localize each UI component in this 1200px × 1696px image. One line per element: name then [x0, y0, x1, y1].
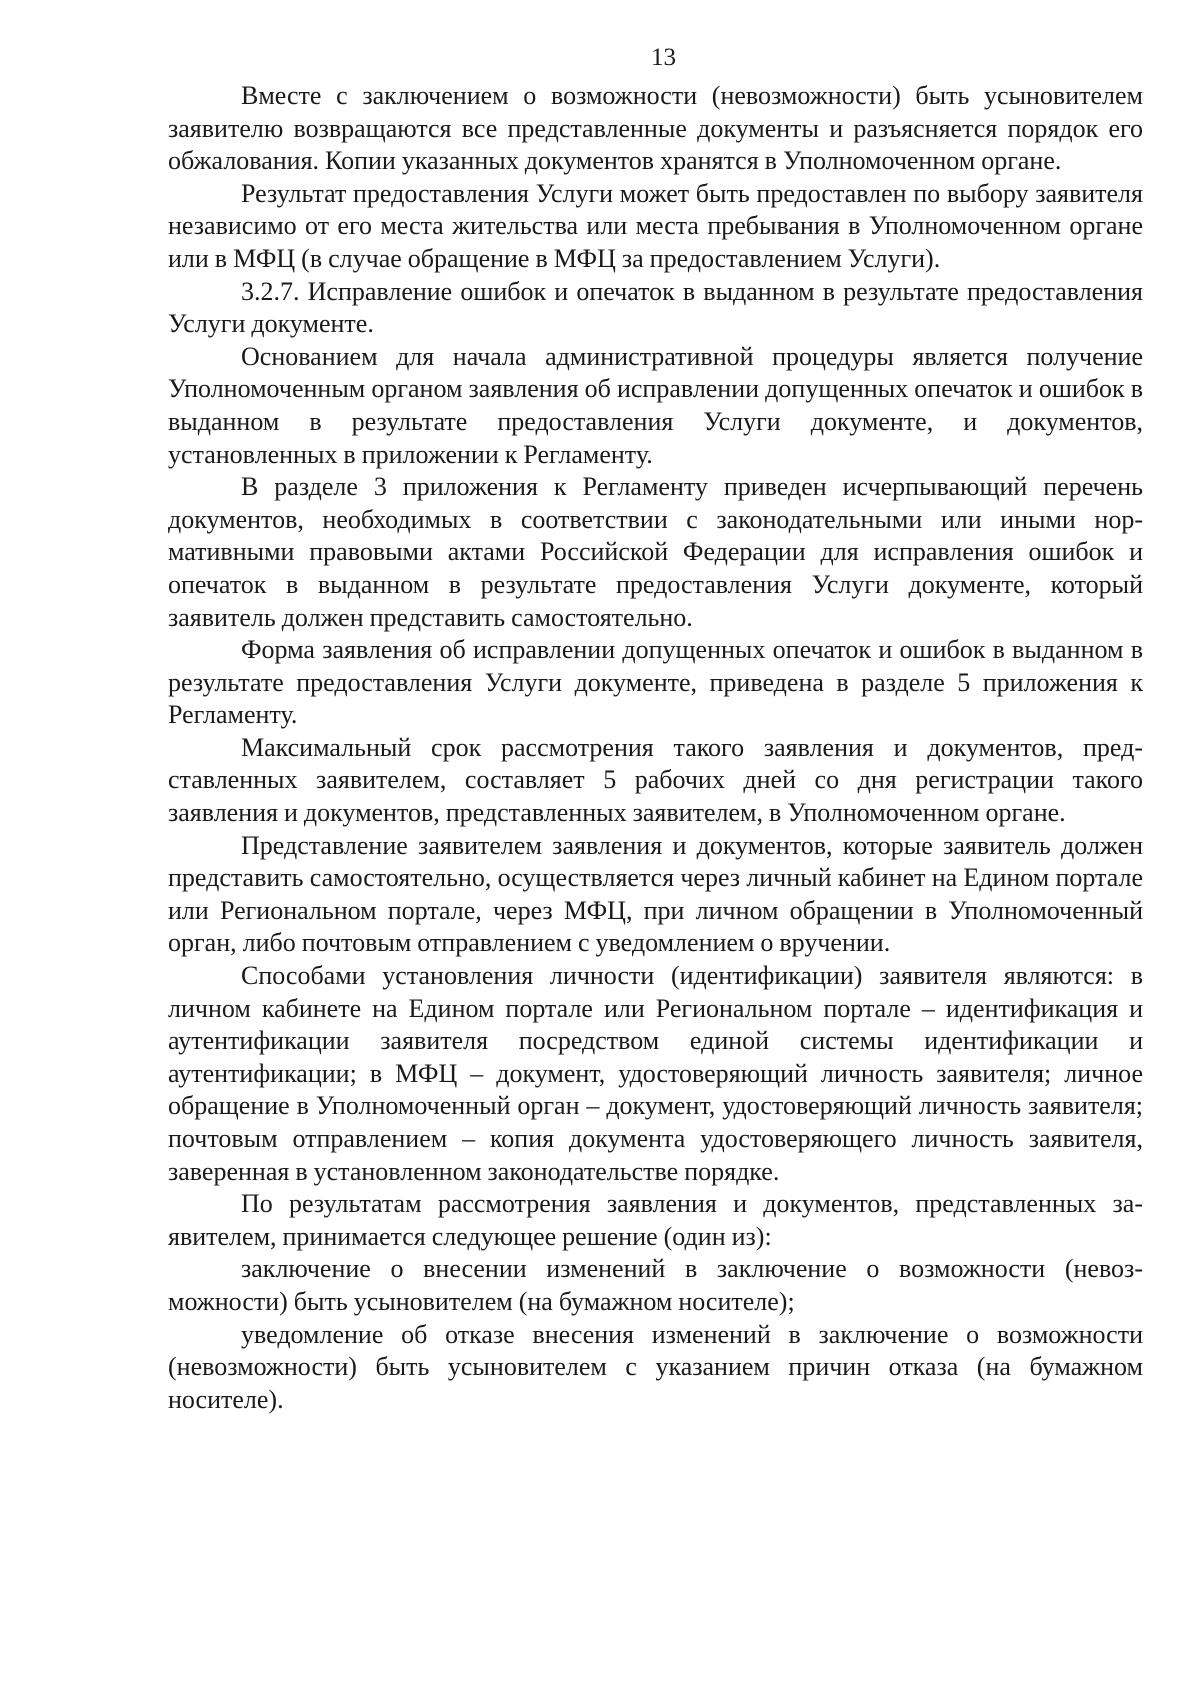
document-page: [168, 40, 1143, 1416]
paragraph-grounds: Основанием для начала административной процедуры является получение Уполномоченным органом заявления об исправлении допущенных опечаток и ошибок в выданном в результате предоставления Услуги документе, и документов, установленных в приложении к Регламенту.: [168, 341, 1143, 469]
paragraph-decision-option-1: заключение о внесении изменений в заключение о возможности (невозможности) быть усыновителем (на бумажном носителе);: [168, 1254, 1143, 1316]
paragraph-result-delivery: Результат предоставления Услуги может быть предоставлен по выбору заявителя независимо от его места жительства или места пребывания в Уполномоченном органе или в МФЦ (в случае обращение в МФЦ за предоставлением Услуги).: [168, 178, 1143, 273]
paragraph-decision-intro: По результатам рассмотрения заявления и документов, представленных заявителем, принимается следующее решение (один из):: [168, 1189, 1143, 1251]
page-number: 13: [651, 44, 676, 71]
paragraph-submission-methods: Представление заявителем заявления и документов, которые заявитель должен представить самостоятельно, осуществляется через личный кабинет на Едином портале или Региональном портале, через МФЦ, при личном обращении в Уполномоченный орган, либо почтовым отправлением с уведомлением о вручении.: [168, 830, 1143, 958]
paragraph-decision-option-2: уведомление об отказе внесения изменений в заключение о возможности (невозможности) быть усыновителем с указанием причин отказа (на бумажном носителе).: [168, 1319, 1143, 1414]
paragraph-document-list: В разделе 3 приложения к Регламенту приведен исчерпывающий перечень документов, необходимых в соответствии с законодательными или иными нормативными правовыми актами Российской Федерации для исправления ошибок и опечаток в выданном в результате предоставления Услуги документе, который заявитель должен представить самостоятельно.: [168, 472, 1143, 632]
paragraph-application-form: Форма заявления об исправлении допущенных опечаток и ошибок в выданном в результате предоставления Услуги документе, приведена в разделе 5 приложения к Регламенту.: [168, 635, 1143, 730]
paragraph-identification: Способами установления личности (идентификации) заявителя являются: в личном кабинете на Едином портале или Региональном портале – идентификация и аутентификации заявителя посредством единой системы идентификации и аутентификации; в МФЦ – документ, удостоверяющий личность заявителя; личное обращение в Уполномоченный орган – документ, удостоверяющий личность заявителя; почтовым отправлением – копия документа удостоверяющего личность заявителя, заверенная в установленном законодательстве порядке.: [168, 961, 1143, 1186]
paragraph-review-term: Максимальный срок рассмотрения такого заявления и документов, представленных заявителем, составляет 5 рабочих дней со дня регистрации такого заявления и документов, представленных заявителем, в Уполномоченном органе.: [168, 732, 1143, 828]
paragraph-section-heading: 3.2.7. Исправление ошибок и опечаток в выданном в результате предоставления Услуги документе.: [168, 276, 1143, 339]
paragraph-result-return: Вместе с заключением о возможности (невозможности) быть усыновителем заявителю возвращаются все представленные документы и разъясняется порядок его обжалования. Копии указанных документов хранятся в Уполномоченном органе.: [168, 81, 1143, 176]
